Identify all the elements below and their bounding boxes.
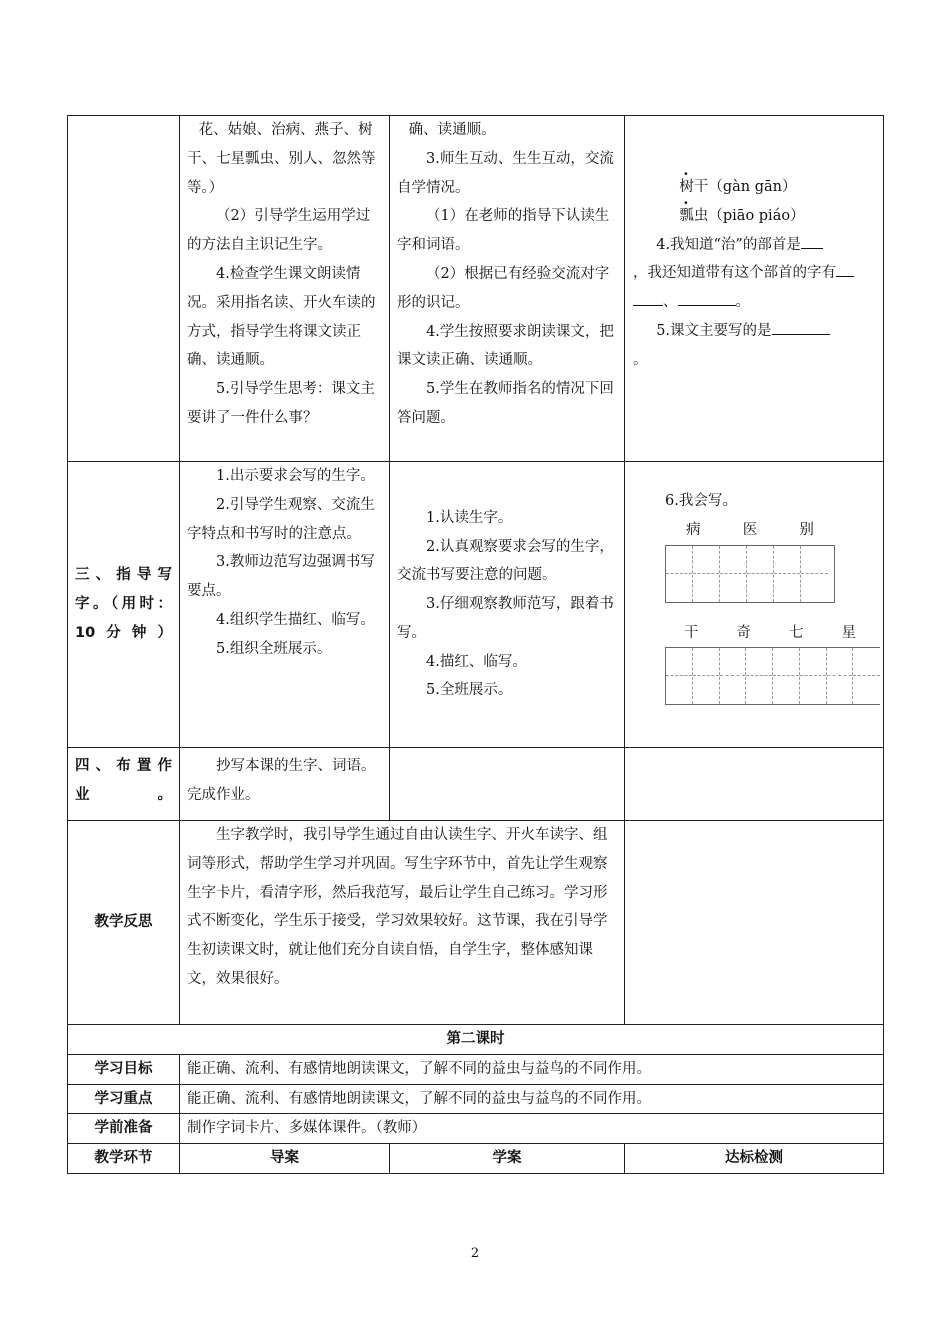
- row4-empty-cell: [625, 821, 884, 1025]
- row2-label-cell: [68, 462, 180, 748]
- guide-text: 抄写本课的生字、词语。完成作业。: [187, 758, 376, 803]
- row-label: 学习重点: [68, 1084, 180, 1114]
- writing-grid[interactable]: [665, 545, 835, 603]
- check-title: 6.我会写。: [665, 493, 737, 509]
- row2-guide-cell: [180, 462, 390, 748]
- row4-label-cell: [68, 821, 180, 1025]
- table-row: [68, 116, 884, 462]
- table-row: [68, 462, 884, 748]
- study-text: 2.认真观察要求会写的生字，交流书写要注意的问题。: [397, 538, 614, 584]
- row1-study-cell: [390, 116, 625, 462]
- guide-text: 4.组织学生描红、临写。: [216, 611, 375, 628]
- table-header-row: [68, 1144, 884, 1174]
- column-header: 导案: [180, 1144, 390, 1174]
- section-label: 教学反思: [94, 914, 153, 931]
- question-5-end: 。: [633, 351, 648, 368]
- row1-check-cell: [625, 116, 884, 462]
- study-text: 4.学生按照要求朗读课文，把课文读正确、读通顺。: [397, 323, 614, 369]
- row-label: 学前准备: [68, 1114, 180, 1144]
- column-header: 达标检测: [625, 1144, 884, 1174]
- table-row: [68, 1114, 884, 1144]
- practice-char: 别: [799, 521, 814, 538]
- row3-guide-cell: [180, 748, 390, 821]
- row1-label-cell: [68, 116, 180, 462]
- study-text: 3.仔细观察教师范写，跟着书写。: [397, 596, 614, 641]
- reflection-cell: [180, 821, 625, 1025]
- question-4: 4.我知道“治”的部首是: [633, 231, 876, 260]
- study-text: 1.认读生字。: [426, 509, 513, 526]
- table-row: [68, 1084, 884, 1114]
- table-row: [68, 1025, 884, 1055]
- study-text: 3.师生互动、生生互动，交流自学情况。: [397, 150, 614, 196]
- row3-study-cell: [390, 748, 625, 821]
- section-label: 四、布置作业。: [75, 758, 172, 803]
- question-4-cont: 、 。: [633, 288, 876, 317]
- guide-text: 5.引导学生思考：课文主要讲了一件什么事？: [187, 381, 375, 426]
- row-value: 能正确、流利、有感情地朗读课文，了解不同的益虫与益鸟的不同作用。: [180, 1054, 884, 1084]
- answer-blank[interactable]: [836, 262, 854, 278]
- answer-blank[interactable]: [772, 319, 830, 335]
- answer-blank[interactable]: [678, 291, 736, 307]
- row-label: 学习目标: [68, 1054, 180, 1084]
- study-text: 4.描红、临写。: [426, 653, 527, 670]
- pinyin-item: 树干（gàn gān）: [679, 179, 797, 195]
- answer-blank[interactable]: [633, 291, 663, 307]
- guide-text: 4.检查学生课文朗读情况。采用指名读、开火车读的方式，指导学生将课文读正确、读通顺。: [187, 265, 376, 369]
- guide-text: 2.引导学生观察、交流生字特点和书写时的注意点。: [187, 496, 375, 542]
- study-text: 5.学生在教师指名的情况下回答问题。: [397, 381, 614, 426]
- column-header: 教学环节: [68, 1144, 180, 1174]
- row1-guide-cell: [180, 116, 390, 462]
- guide-text: 1.出示要求会写的生字。: [216, 468, 375, 484]
- study-text: （1）在老师的指导下认读生字和词语。: [397, 208, 610, 254]
- row-value: 制作字词卡片、多媒体课件。（教师）: [180, 1114, 884, 1144]
- page-number: 2: [470, 1246, 480, 1261]
- study-text: 确、读通顺。: [408, 122, 496, 138]
- row2-check-cell: [625, 462, 884, 748]
- guide-text: 5.组织全班展示。: [216, 640, 332, 657]
- practice-char: 星: [841, 624, 856, 641]
- reflection-text: 生字教学时，我引导学生通过自由认读生字、开火车读字、组词等形式，帮助学生学习并巩固。写生字环节中，首先让学生观察生字卡片，看清字形，然后我范写，最后让学生自己练习。学习形式不断变化，学生乐于接受，学习效果较好。这节课，我在引导学生初读课文时，就让他们充分自读自悟，自学生字，整体感知课文，效果很好。: [187, 827, 608, 987]
- question-4-cont: ，我还知道带有这个部首的字有: [633, 259, 876, 288]
- guide-text: （2）引导学生运用学过的方法自主识记生字。: [187, 208, 371, 254]
- table-row: [68, 821, 884, 1025]
- row3-label-cell: [68, 748, 180, 821]
- table-row: [68, 1054, 884, 1084]
- study-text: （2）根据已有经验交流对字形的识记。: [397, 265, 610, 311]
- pinyin-item: 瓢虫（piāo piáo）: [679, 207, 805, 224]
- guide-text: 花、姑娘、治病、燕子、树干、七星瓢虫、别人、忽然等等。）: [187, 122, 376, 196]
- section-title: 第二课时: [68, 1025, 884, 1055]
- practice-char: 七: [789, 624, 804, 641]
- row3-check-cell: [625, 748, 884, 821]
- practice-char: 医: [742, 521, 758, 538]
- char-row-2: [665, 619, 875, 648]
- practice-char: 病: [686, 521, 701, 538]
- practice-char: 干: [684, 624, 699, 641]
- study-text: 5.全班展示。: [426, 682, 513, 699]
- column-header: 学案: [390, 1144, 625, 1174]
- table-row: [68, 748, 884, 821]
- question-5: 5.课文主要写的是: [633, 317, 876, 346]
- row-value: 能正确、流利、有感情地朗读课文，了解不同的益虫与益鸟的不同作用。: [180, 1084, 884, 1114]
- char-row-1: [665, 516, 835, 545]
- answer-blank[interactable]: [801, 233, 823, 249]
- practice-char: 奇: [736, 624, 751, 641]
- row2-study-cell: [390, 462, 625, 748]
- guide-text: 3.教师边范写边强调书写要点。: [187, 554, 375, 600]
- writing-grid[interactable]: [665, 647, 880, 705]
- section-label: 三、指导写字。（用时：10分钟）: [75, 567, 172, 641]
- lesson-plan-table: [67, 115, 884, 1174]
